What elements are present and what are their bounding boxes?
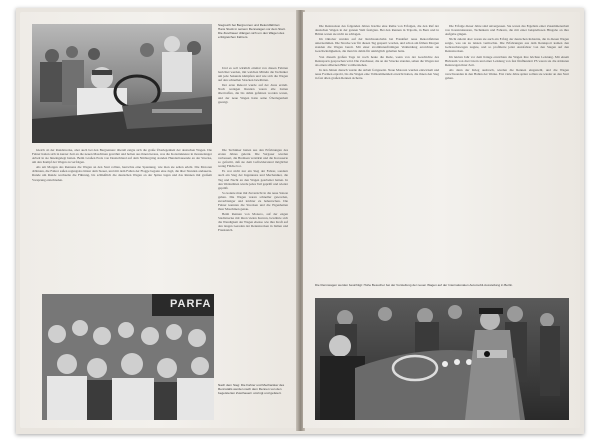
paragraph: Als am Morgen des Rennens die Wagen an den Start rollten, herrschte eine Spannung, wie man sie selten erlebt. Die Motoren dröhnten, die Fahrer saßen regungslos hinter dem Steuer, und mit dem Fallen der Flagge begann eine Jagd, die über Stunden andauerte. Runde um Runde wechselte die Führung, bis schließlich die deutschen Wagen an der Spitze lagen und das Rennen mit großem Vorsprung entschieden. bbox=[32, 165, 212, 182]
paragraph: Und es soll wirklich einmal von diesen Fahrten berichtet werden, mit welchen Mitteln die Techniker um jede Sekunde kämpften und wie sich die Wagen auf den schnellen Strecken bewährten. bbox=[218, 66, 288, 83]
paragraph: Nicht zuletzt aber waren sie auch ein Erfolg der deutschen Industrie, die in diesen Wagen zeigte, was sie zu leisten vermochte. Die Erfahrungen aus dem Rennsport kamen den Gebrauchswagen zugute, und so profitierte jeder Autofahrer von den Siegen auf den Rennstrecken. bbox=[445, 37, 569, 54]
paragraph: So konnte man mit Zuversicht in die neue Saison gehen. Die Wagen waren schneller geworden, zuverlässiger und leichter zu beherrschen. Die Fahrer kannten die Strecken und die Eigenheiten ihrer Maschinen genau. bbox=[218, 190, 288, 212]
racing-driver-photo bbox=[32, 24, 212, 143]
paragraph: Im Oktober wurden auf der Reichsautobahn bei Frankfurt neue Rekordfahrten unternommen. Die Strecke war für diesen Tag gesperrt worden, und schon am frühen Morgen standen die Wagen bereit. Mit einer stromlinienförmigen Verkleidung erreichten sie Geschwindigkeiten, die man bis dahin für unmöglich gehalten hatte. bbox=[315, 37, 439, 54]
text-body-middle bbox=[32, 148, 212, 290]
officials-inspecting-car-photo bbox=[315, 298, 569, 420]
paragraph: In den Jahren danach wurde die Arbeit fortgesetzt. Neue Motoren wurden entwickelt und neue Formen erprobt, bis die Wagen eine Vollkommenheit erreicht hatten, die ihnen den Sieg in fast allen großen Rennen sicherte. bbox=[315, 68, 439, 81]
left-page bbox=[20, 12, 298, 428]
paragraph: Die Erfolge dieser Jahre sind unvergessen. Sie waren das Ergebnis einer Zusammenarbeit von Konstrukteuren, Technikern und Fahrern, die mit einer beispiellosen Hingabe an ihre Aufgabe gingen. bbox=[445, 24, 569, 37]
photo-caption-middle: Die Rennwagen werden besichtigt: Hohe Besucher bei der Vorstellung der neuen Wagen auf der Internationalen Automobil-Ausstellung in Berlin. bbox=[315, 284, 514, 287]
paragraph: Es war nicht nur ein Sieg der Fahrer, sondern auch ein Sieg der Ingenieure und Mechaniker, die Tag und Nacht an den Wagen gearbeitet hatten. In den Werkstätten wurde jedes Teil geprüft und wieder geprüft. bbox=[218, 169, 288, 190]
text-column-left bbox=[315, 24, 439, 280]
paragraph: Beim Rennen von Monaco, auf der engen Stadtstrecke mit ihren vielen Kurven, bewährte sich die Wendigkeit der Wagen ebenso wie ihre Kraft auf den langen Geraden der Rennstrecken in Italien und Frankreich. bbox=[218, 212, 288, 233]
photo-caption-bottom: Nach dem Sieg: Die Fahrer und Mechaniker des Rennstalls werden nach dem Rennen von den begeisterten Zuschauern umringt und gefeiert. bbox=[218, 384, 285, 395]
right-page bbox=[303, 12, 580, 428]
paragraph: Von diesem großen Tage ist noch heute die Rede, wenn von der Geschichte des Rennsports gesprochen wird. Die Zuschauer, die an der Strecke standen, sahen die Wagen nur als einen silbernen Blitz vorüberziehen. bbox=[315, 54, 439, 67]
text-column-top-right bbox=[218, 66, 288, 146]
paragraph: Die Techniker hatten aus den Erfahrungen des ersten Jahres gelernt. Die Vergaser wurden verbessert, die Bremsen verstärkt und die Karosserie so geformt, daß sie dem Luftwiderstand möglichst wenig Fläche bot. bbox=[218, 148, 288, 169]
paragraph: Im letzten Jahr vor dem Kriege erreichten die Wagen ihre höchste Leistung. Mit einem Hubraum von drei Litern und einer Leistung von fast fünfhundert PS waren sie die stärksten Rennwagen ihrer Zeit. bbox=[445, 54, 569, 67]
paragraph: Der erste Rekord wurde auf der Avus erzielt. Nach wenigen Runden waren alle Zeiten übertroffen, die bis dahin gefahren worden waren, und der neue Wagen hatte seine Überlegenheit gezeigt. bbox=[218, 83, 288, 104]
text-column-right bbox=[218, 148, 288, 380]
paragraph: Gleich ob der Rundstrecke, aber auch bei den Bergrennen: überall zeigte sich die große Überlegenheit der deutschen Wagen. Die Fahrer hatten sich in kurzer Zeit an die neuen Maschinen gewöhnt und holten aus ihnen heraus, was die Konstrukteure in monatelanger Arbeit in sie hineingelegt hatten. Beim Großen Preis von Deutschland auf dem Nürburgring standen Hunderttausende an der Strecke, um den Kampf der Wagen zu verfolgen. bbox=[32, 148, 212, 165]
photo-caption-top: Siegreich bei Bergrennen und Rekordfahrten: Hans Stuck in seinem Rennwagen vor dem Start. Die Zuschauer drängen sich um den Wagen des erfolgreichen Fahrers. bbox=[218, 24, 286, 39]
paragraph: Als dann der Krieg ausbrach, wurden die Rennen eingestellt, und die Wagen verschwanden in den Hallen der Werke. Erst viele Jahre später sollten sie wieder an den Start gehen. bbox=[445, 68, 569, 81]
text-column-right bbox=[445, 24, 569, 280]
banner-text: PARFA bbox=[170, 298, 212, 310]
crowd-photo bbox=[42, 294, 214, 420]
magazine-spread bbox=[16, 8, 584, 434]
paragraph: Die Rennsaison des folgenden Jahres brachte eine Reihe von Erfolgen, die den Ruf der deutschen Wagen in der ganzen Welt festigten. Bei den Rennen in Tripolis, in Bern und in Brünn waren sie nicht zu schlagen. bbox=[315, 24, 439, 37]
